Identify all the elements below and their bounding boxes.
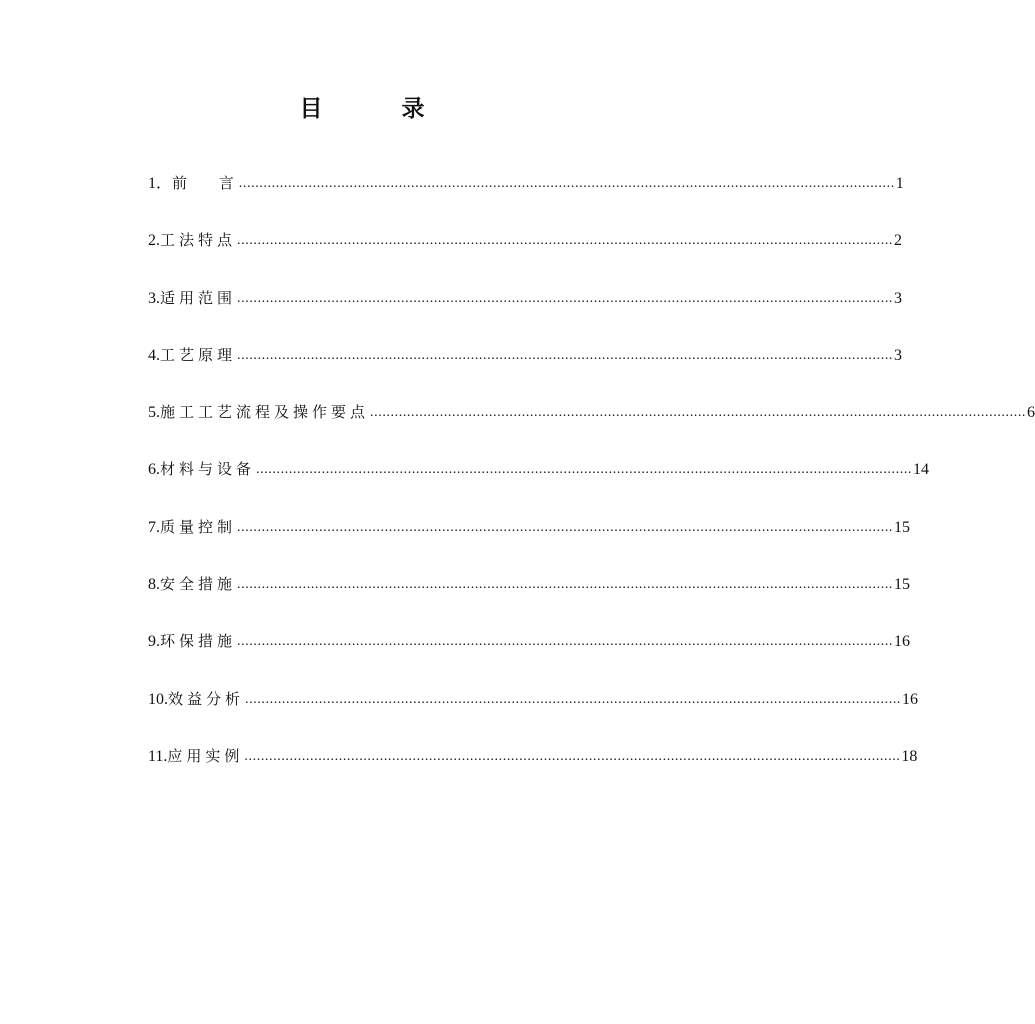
- toc-entry-11[interactable]: [148, 743, 918, 800]
- toc-entry-number: 9.: [148, 633, 160, 651]
- toc-entry-page: 6: [1027, 404, 1035, 422]
- toc-entry-page: 14: [913, 461, 930, 479]
- toc-entry-10[interactable]: [148, 686, 919, 743]
- toc-leader-dots: ................................................................................................................................................................: [237, 233, 894, 249]
- toc-entry-label: 应用实例: [167, 746, 244, 765]
- toc-entry-label: 适用范围: [160, 288, 237, 307]
- toc-entry-label: 效益分析: [168, 689, 245, 708]
- toc-entry-page: 3: [894, 346, 903, 364]
- toc-entry-8[interactable]: [148, 571, 911, 628]
- toc-entry-9[interactable]: [148, 628, 911, 685]
- toc-entry-number: 6.: [148, 461, 160, 479]
- toc-entry-number: 2.: [148, 232, 160, 250]
- toc-entry-page: 15: [894, 576, 911, 594]
- toc-entry-number: 11.: [148, 747, 168, 765]
- toc-entry-label: 安全措施: [160, 575, 237, 594]
- toc-entry-page: 2: [894, 232, 903, 250]
- toc-entry-7[interactable]: [148, 514, 911, 571]
- toc-entry-label: 前 言: [172, 174, 238, 192]
- toc-entry-label: 工法特点: [160, 231, 237, 250]
- toc-entry-3[interactable]: [148, 285, 903, 342]
- toc-entry-label: 施工工艺流程及操作要点: [160, 403, 370, 422]
- toc-entry-page: 16: [902, 690, 919, 708]
- toc-entry-label: 环保措施: [160, 632, 237, 651]
- toc-entry-number: 5.: [148, 404, 160, 422]
- toc-leader-dots: ................................................................................................................................................................: [237, 347, 894, 363]
- toc-leader-dots: ................................................................................................................................................................: [237, 519, 894, 535]
- toc-entry-number: 8.: [148, 576, 160, 594]
- toc-entry-page: 18: [901, 747, 918, 765]
- toc-entry-number: 7.: [148, 518, 160, 536]
- toc-entry-number: 4.: [148, 346, 160, 364]
- toc-entry-number: 10.: [148, 690, 168, 708]
- table-of-contents: [148, 170, 1035, 800]
- toc-entry-label: 材料与设备: [160, 460, 256, 479]
- toc-leader-dots: ................................................................................................................................................................: [238, 176, 895, 191]
- page-title: 目 录: [299, 96, 453, 122]
- toc-entry-label: 质量控制: [160, 517, 237, 536]
- toc-entry-page: 15: [894, 518, 911, 536]
- toc-entry-5[interactable]: [148, 399, 1035, 456]
- toc-entry-1[interactable]: [148, 170, 904, 227]
- toc-entry-page: 16: [894, 633, 911, 651]
- toc-entry-6[interactable]: [148, 456, 930, 513]
- toc-leader-dots: ................................................................................................................................................................: [245, 691, 902, 707]
- toc-leader-dots: ................................................................................................................................................................: [237, 577, 894, 593]
- toc-entry-4[interactable]: [148, 342, 903, 399]
- toc-leader-dots: ................................................................................................................................................................: [370, 405, 1027, 421]
- toc-entry-page: 3: [894, 289, 903, 307]
- toc-entry-number: 3.: [148, 289, 160, 307]
- toc-entry-page: 1: [895, 175, 904, 192]
- toc-entry-number: 1．: [148, 175, 173, 192]
- toc-entry-2[interactable]: [148, 227, 903, 284]
- toc-leader-dots: ................................................................................................................................................................: [244, 748, 901, 764]
- toc-entry-label: 工艺原理: [160, 345, 237, 364]
- toc-leader-dots: ................................................................................................................................................................: [256, 462, 913, 478]
- toc-leader-dots: ................................................................................................................................................................: [237, 634, 894, 650]
- toc-leader-dots: ................................................................................................................................................................: [237, 290, 894, 306]
